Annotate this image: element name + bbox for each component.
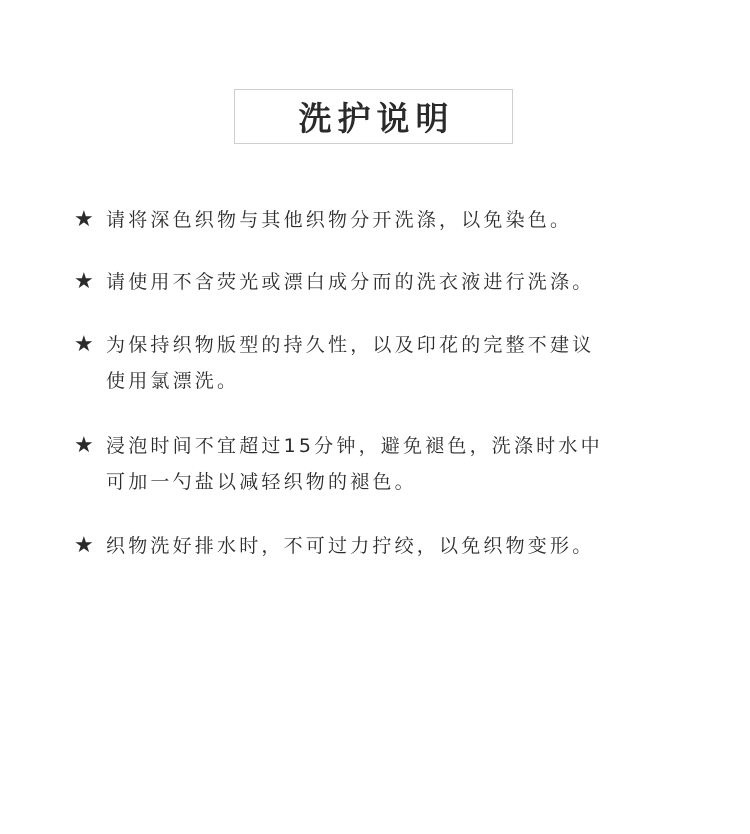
care-item-text: 浸泡时间不宜超过15分钟，避免褪色，洗涤时水中 可加一勺盐以减轻织物的褪色。 xyxy=(106,435,603,493)
care-item-text: 为保持织物版型的持久性，以及印花的完整不建议 使用氯漂洗。 xyxy=(106,334,595,392)
star-icon: ★ xyxy=(74,433,94,458)
star-icon: ★ xyxy=(74,207,94,232)
star-icon: ★ xyxy=(74,533,94,558)
star-icon: ★ xyxy=(74,269,94,294)
care-item-1 xyxy=(74,202,674,238)
care-item-4 xyxy=(74,428,674,500)
care-item-text: 请将深色织物与其他织物分开洗涤，以免染色。 xyxy=(106,209,573,231)
care-item-3 xyxy=(74,327,674,399)
title-box xyxy=(234,89,513,144)
page-title: 洗护说明 xyxy=(298,99,455,138)
care-item-5 xyxy=(74,528,674,564)
care-item-text: 请使用不含荧光或漂白成分而的洗衣液进行洗涤。 xyxy=(106,271,595,293)
care-instructions-list xyxy=(74,200,674,558)
care-item-2 xyxy=(74,264,674,300)
care-item-text: 织物洗好排水时，不可过力拧绞，以免织物变形。 xyxy=(106,535,595,557)
star-icon: ★ xyxy=(74,332,94,357)
